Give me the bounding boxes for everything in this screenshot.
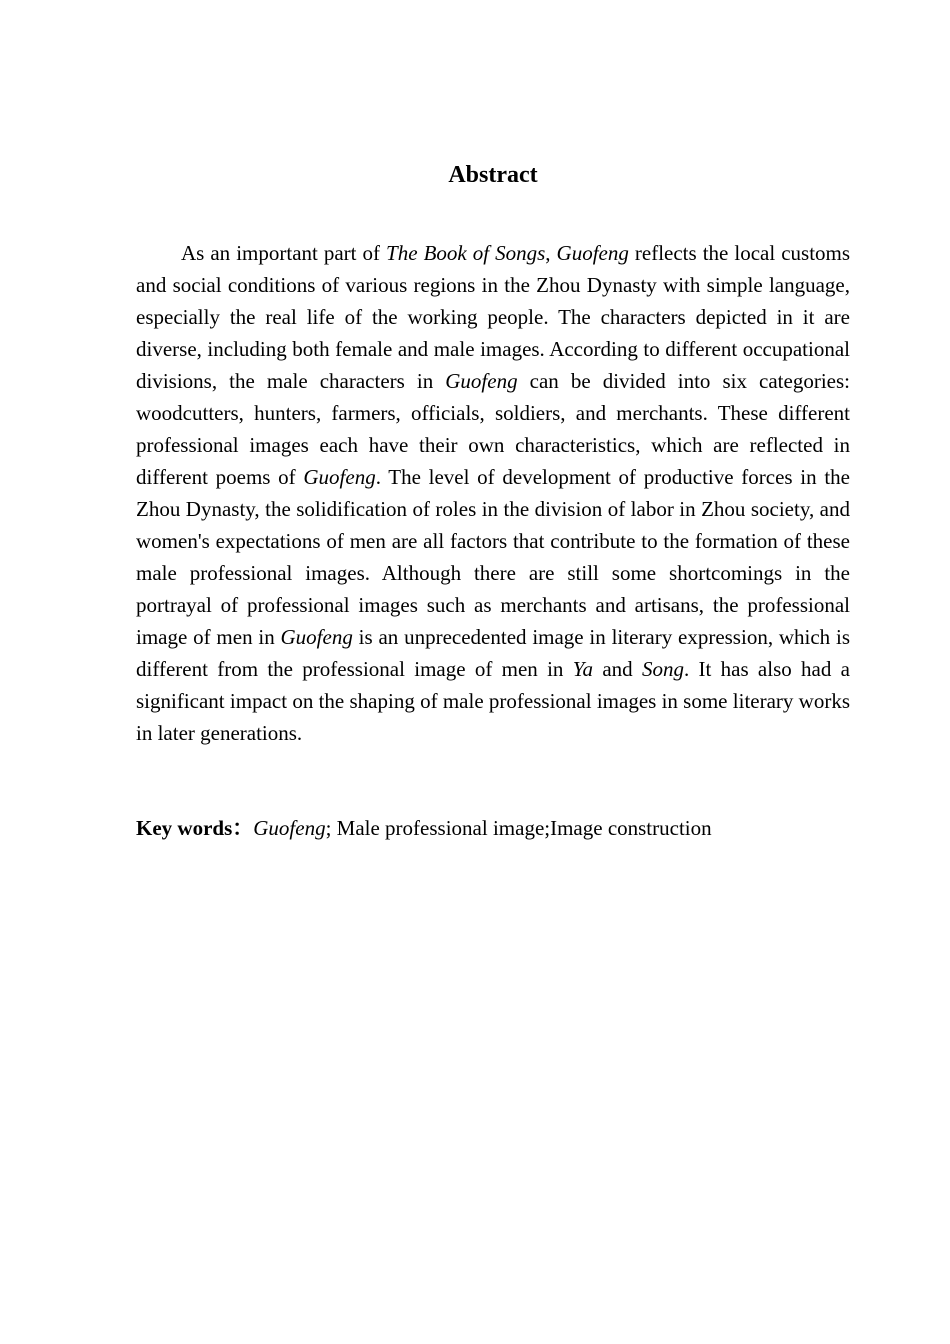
abstract-text: . The level of development of productive forces in the Zhou Dynasty, the solidification of roles in the division of labor in Zhou society, and women's expectations of men are all factors that contribute to the formation of these male professional images. Although there are still some shortcomings in the portrayal of professional images such as merchants and artisans, the professional image of men in [136,465,850,649]
abstract-title: Abstract [448,162,538,188]
keywords-rest: ; Male professional image;Image construction [325,816,712,840]
keyword-guofeng: Guofeng [253,816,326,840]
abstract-italic-guofeng: Guofeng [280,625,353,649]
abstract-italic-guofeng: Guofeng [556,241,629,265]
abstract-text: and [593,657,642,681]
abstract-italic-ya: Ya [572,657,594,681]
abstract-text: is an unprecedented image in literary expression, which is different from the professional image of men in [136,625,850,681]
abstract-text: , [545,241,557,265]
abstract-italic-song: Song [641,657,684,681]
abstract-italic-book-title: The Book of Songs [386,241,546,265]
abstract-text: can be divided into six categories: woodcutters, hunters, farmers, officials, soldiers, and merchants. These different professional images each have their own characteristics, which are reflected in different poems of [136,369,850,489]
abstract-italic-guofeng: Guofeng [303,465,376,489]
keywords-label: Key words： [136,816,254,840]
abstract-text: As an important part of [181,241,387,265]
abstract-paragraph [136,237,850,749]
abstract-text: reflects the local customs and social conditions of various regions in the Zhou Dynasty with simple language, especially the real life of the working people. The characters depicted in it are diverse, including both female and male images. According to different occupational divisions, the male characters in [136,241,851,393]
abstract-text: . It has also had a significant impact on the shaping of male professional images in some literary works in later generations. [136,657,851,745]
abstract-italic-guofeng: Guofeng [445,369,518,393]
keywords-line [136,812,850,844]
